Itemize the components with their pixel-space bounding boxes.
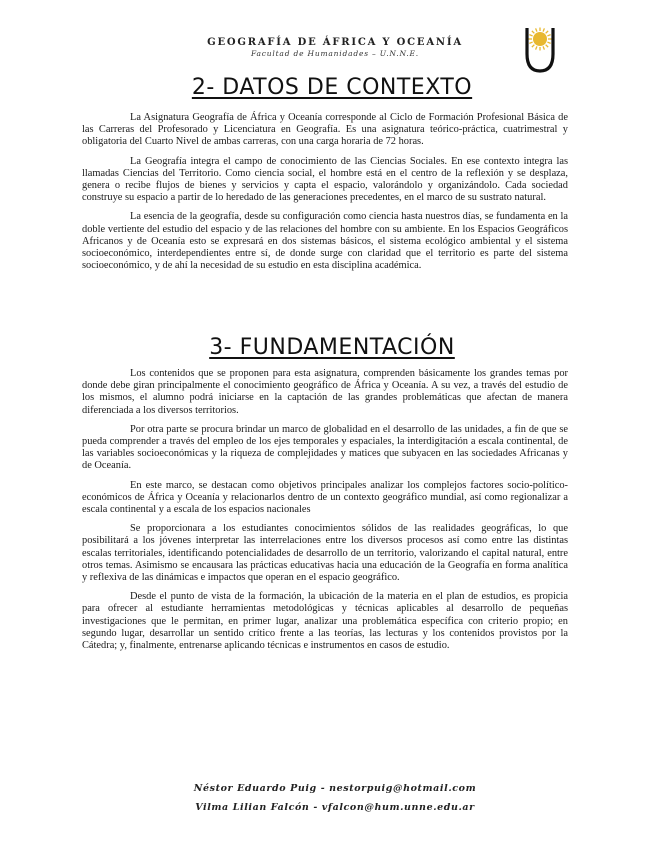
sun-ray: [532, 45, 534, 47]
paragraph: La esencia de la geografía, desde su configuración como ciencia hasta nuestros días, se fundamenta en la doble vertiente del estudio del espacio y de las relaciones del hombre con su ambiente. En los Espacios Geográficos Africanos y de Oceanía esto se expresará en dos sistemas básicos, el sistema ecológico ambiental y el sistema socioeconómico, interdependientes entre sí, de donde surge con claridad que el territorio es parte del sistema socioeconómico, y de ahí la necesidad de su estudio en esta disciplina académica.: [82, 211, 568, 272]
sun-ray: [529, 42, 532, 43]
section-body-fundamentacion: [82, 368, 568, 659]
sun-ray: [536, 46, 537, 49]
sun-ray: [543, 46, 544, 49]
paragraph: La Asignatura Geografía de África y Oceanía corresponde al Ciclo de Formación Profesional Básica de las Carreras del Profesorado y Licenciatura en Geografía. Es una asignatura teórico-práctica, cuatrimestral y obligatoria del Cuarto Nivel de ambas carreras, con una carga horaria de 72 horas.: [82, 112, 568, 148]
footer-author-line: Vilma Lilian Falcón - vfalcon@hum.unne.edu.ar: [195, 802, 475, 813]
sun-ray: [543, 28, 544, 31]
sun-ray: [536, 28, 537, 31]
header-title: GEOGRAFÍA DE ÁFRICA Y OCEANÍA: [207, 37, 463, 48]
section-heading-datos-de-contexto: 2- DATOS DE CONTEXTO: [191, 75, 473, 100]
page-header: [150, 37, 520, 59]
sun-ray: [547, 35, 550, 36]
sun-ray: [529, 35, 532, 36]
sun-ray: [532, 31, 534, 33]
page-footer: [150, 779, 520, 817]
paragraph: Por otra parte se procura brindar un marco de globalidad en el desarrollo de las unidades, a fin de que se pueda comprender a través del empleo de los ejes temporales y espaciales, la interdigitación a escala continental, de las variables socioeconómicas y la riqueza de complejidades y matices que subyacen en las sociedades Africanas y de Oceanía.: [82, 423, 568, 472]
paragraph: Desde el punto de vista de la formación, la ubicación de la materia en el plan de estudios, es propicia para ofrecer al estudiante herramientas metodológicas y técnicas aplicables al desarrollo de pequeñas investigaciones que le permitan, en primer lugar, analizar una problemática específica con criterio propio; en segundo lugar, desarrollar un sentido crítico frente a las teorías, las lecturas y los contenidos provistos por la Cátedra; y, finalmente, entrenarse aplicando técnicas e instrumentos en casos de estudio.: [82, 591, 568, 652]
paragraph: La Geografía integra el campo de conocimiento de las Ciencias Sociales. En ese contexto integra las llamadas Ciencias del Territorio. Como ciencia social, el hombre está en el centro de la reflexión y se desplaza, genera o recibe flujos de bienes y servicios y capta el espacio, valorándolo y organizándolo. Cada sociedad construye su espacio a partir de lo heredado de las generaciones precedentes, en el marco de su sustrato natural.: [82, 155, 568, 204]
sun-u-logo-icon: [524, 22, 556, 74]
paragraph: Se proporcionara a los estudiantes conocimientos sólidos de las realidades geográficas, lo que posibilitará a los jóvenes interpretar las interrelaciones entre los diversos procesos así como entre las distintas escalas territoriales, identificando potencialidades de desarrollo de un territorio, valorizando el capital natural, entre otros temas. Asimismo se encausara las prácticas educativas hacia una educación de la Geografía en forma analítica y reflexiva de las dinámicas e impactos que operan en el espacio geográfico.: [82, 523, 568, 584]
section-heading-fundamentacion: 3- FUNDAMENTACIÓN: [209, 335, 455, 360]
sun-ray: [546, 45, 548, 47]
sun-ray: [547, 42, 550, 43]
paragraph: Los contenidos que se proponen para esta asignatura, comprenden básicamente los grandes temas por donde debe giran principalmente el conocimiento geográfico de África y Oceanía. A su vez, a través del estudio de los mismos, el alumno podrá iniciarse en la captación de las grandes problemáticas que afectan de manera diferenciada a los diversos territorios.: [82, 368, 568, 416]
section-body-datos-de-contexto: [82, 112, 568, 279]
paragraph: En este marco, se destacan como objetivos principales analizar los complejos factores socio-político-económicos de África y Oceanía y relacionarlos dentro de un contexto geográfico mundial, así como regionalizar a escala continental y a escala de los espacios nacionales: [82, 479, 568, 516]
footer-author-line: Néstor Eduardo Puig - nestorpuig@hotmail.com: [193, 783, 477, 794]
header-subtitle: Facultad de Humanidades – U.N.N.E.: [251, 49, 419, 58]
sun-ray: [546, 31, 548, 33]
